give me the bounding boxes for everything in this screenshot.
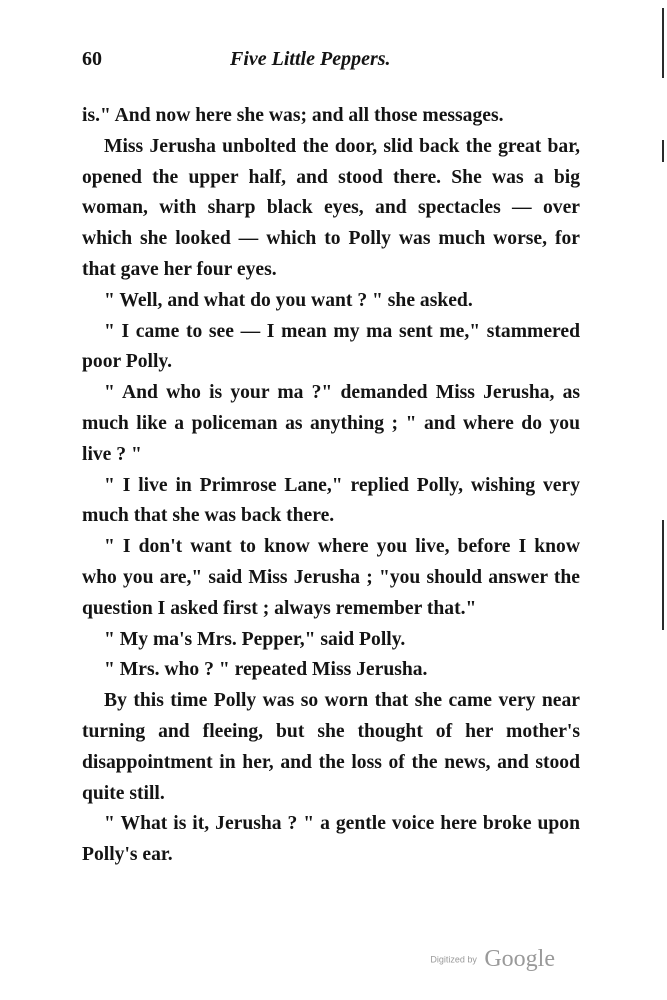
page-number: 60 [82,48,102,70]
page-header [82,48,582,84]
paragraph: " I don't want to know where you live, before I know who you are," said Miss Jerusha ; "you should answer the question I asked first ; always remember that." [82,536,580,619]
paragraph: " And who is your ma ?" demanded Miss Jerusha, as much like a policeman as anything ; " and where do you live ? " [82,382,580,465]
paragraph: " Mrs. who ? " repeated Miss Jerusha. [104,659,428,681]
watermark-prefix: Digitized by [430,954,477,965]
body-text [82,101,580,871]
paragraph: " I came to see — I mean my ma sent me," stammered poor Polly. [82,320,580,373]
paragraph: " My ma's Mrs. Pepper," said Polly. [104,628,406,650]
paragraph: is." And now here she was; and all those messages. [82,105,504,126]
paragraph: Miss Jerusha unbolted the door, slid back the great bar, opened the upper half, and stood there. She was a big woman, with sharp black eyes, and spectacles — over which she looked — which to Polly was much worse, for that gave her four eyes. [82,135,580,280]
scan-edge-mark [662,520,664,630]
running-title: Five Little Peppers. [230,48,391,70]
digitized-by-watermark [430,946,555,973]
paragraph: " I live in Primrose Lane," replied Polly, wishing very much that she was back there. [82,474,580,527]
paragraph: By this time Polly was so worn that she came very near turning and fleeing, but she thought of her mother's disappointment in her, and the loss of the news, and stood quite still. [82,690,580,804]
scan-edge-mark [662,140,664,162]
scan-edge-mark [662,8,664,78]
google-logo: Google [484,946,555,972]
paragraph: " Well, and what do you want ? " she asked. [104,289,473,311]
paragraph: " What is it, Jerusha ? " a gentle voice here broke upon Polly's ear. [82,813,580,866]
